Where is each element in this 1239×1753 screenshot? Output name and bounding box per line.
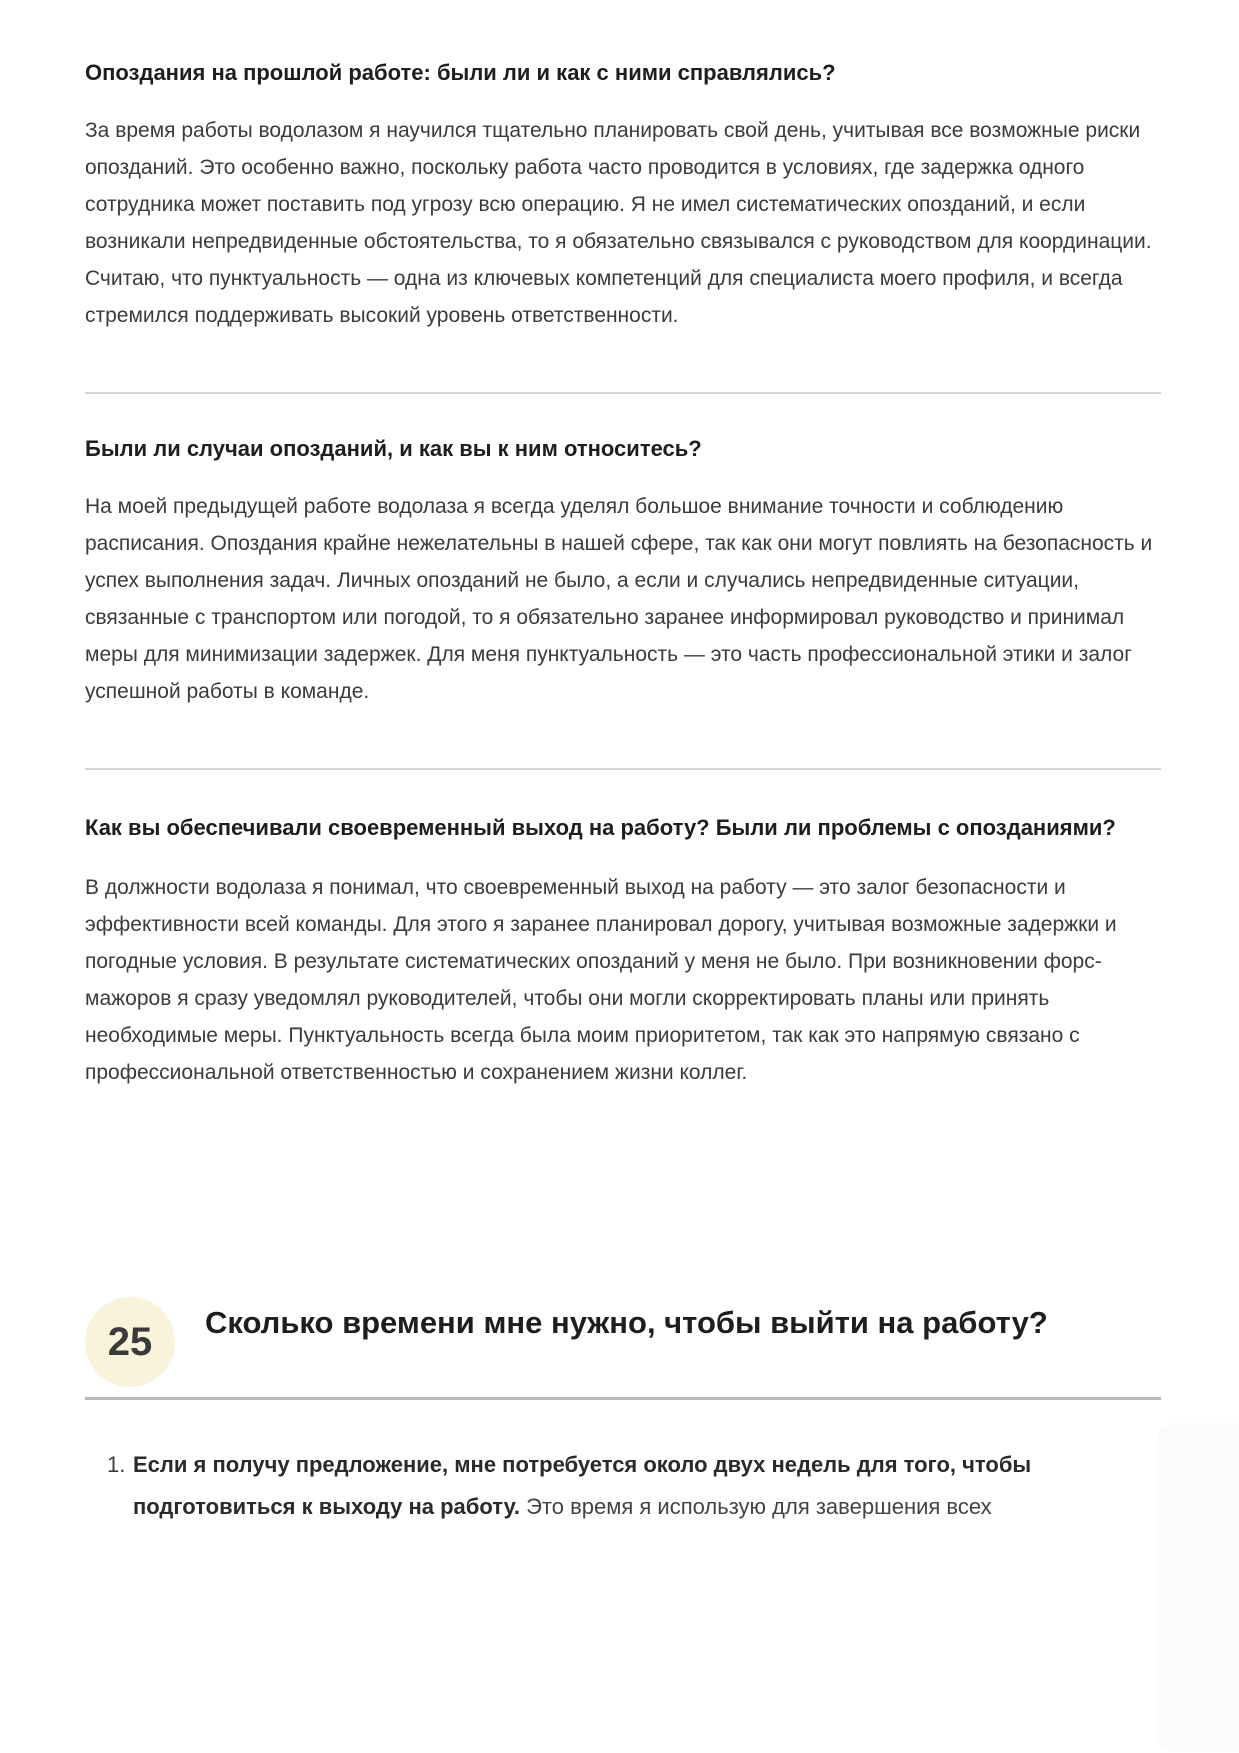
question-title: Сколько времени мне нужно, чтобы выйти на работу? <box>205 1305 1048 1340</box>
qa-section <box>85 810 1161 1091</box>
qa-section-heading: Были ли случаи опозданий, и как вы к ним относитесь? <box>85 436 702 461</box>
qa-section-heading: Опоздания на прошлой работе: были ли и как с ними справлялись? <box>85 60 836 85</box>
section-divider <box>85 768 1161 770</box>
qa-section-heading: Как вы обеспечивали своевременный выход на работу? Были ли проблемы с опозданиями? <box>85 815 1116 840</box>
question-divider <box>85 1397 1161 1400</box>
list-item-rest: Это время я использую для завершения всех <box>520 1494 992 1519</box>
qa-section-body: На моей предыдущей работе водолаза я всегда уделял большое внимание точности и соблюдению расписания. Опоздания крайне нежелательны в нашей сфере, так как они могут повлиять на безопасность и успех выполнения задач. Личных опозданий не было, а если и случались непредвиденные ситуации, связанные с транспортом или погодой, то я обязательно заранее информировал руководство и принимал меры для минимизации задержек. Для меня пунктуальность — это часть профессиональной этики и залог успешной работы в команде. <box>85 495 1153 703</box>
question-header <box>85 1297 1161 1387</box>
answer-list <box>85 1444 1161 1528</box>
list-item <box>107 1444 1161 1528</box>
section-divider <box>85 392 1161 394</box>
list-item-number: 1. <box>107 1452 126 1477</box>
qa-section <box>85 434 1161 710</box>
qa-section <box>85 58 1161 334</box>
cutoff-card-edge <box>1157 1423 1239 1751</box>
question-number-badge: 25 <box>85 1297 175 1387</box>
list-item-lead: Если я получу предложение, мне потребуется около двух недель для того, чтобы подготовиться к выходу на работу. <box>133 1452 1032 1519</box>
list-item-text <box>133 1444 1161 1528</box>
qa-section-body: В должности водолаза я понимал, что своевременный выход на работу — это залог безопасности и эффективности всей команды. Для этого я заранее планировал дорогу, учитывая возможные задержки и погодные условия. В результате систематических опозданий у меня не было. При возникновении форс-мажоров я сразу уведомлял руководителей, чтобы они могли скорректировать планы или принять необходимые меры. Пунктуальность всегда была моим приоритетом, так как это напрямую связано с профессиональной ответственностью и сохранением жизни коллег. <box>85 876 1117 1084</box>
qa-section-body: За время работы водолазом я научился тщательно планировать свой день, учитывая все возможные риски опозданий. Это особенно важно, поскольку работа часто проводится в условиях, где задержка одного сотрудника может поставить под угрозу всю операцию. Я не имел систематических опозданий, и если возникали непредвиденные обстоятельства, то я обязательно связывался с руководством для координации. Считаю, что пунктуальность — одна из ключевых компетенций для специалиста моего профиля, и всегда стремился поддерживать высокий уровень ответственности. <box>85 119 1152 327</box>
